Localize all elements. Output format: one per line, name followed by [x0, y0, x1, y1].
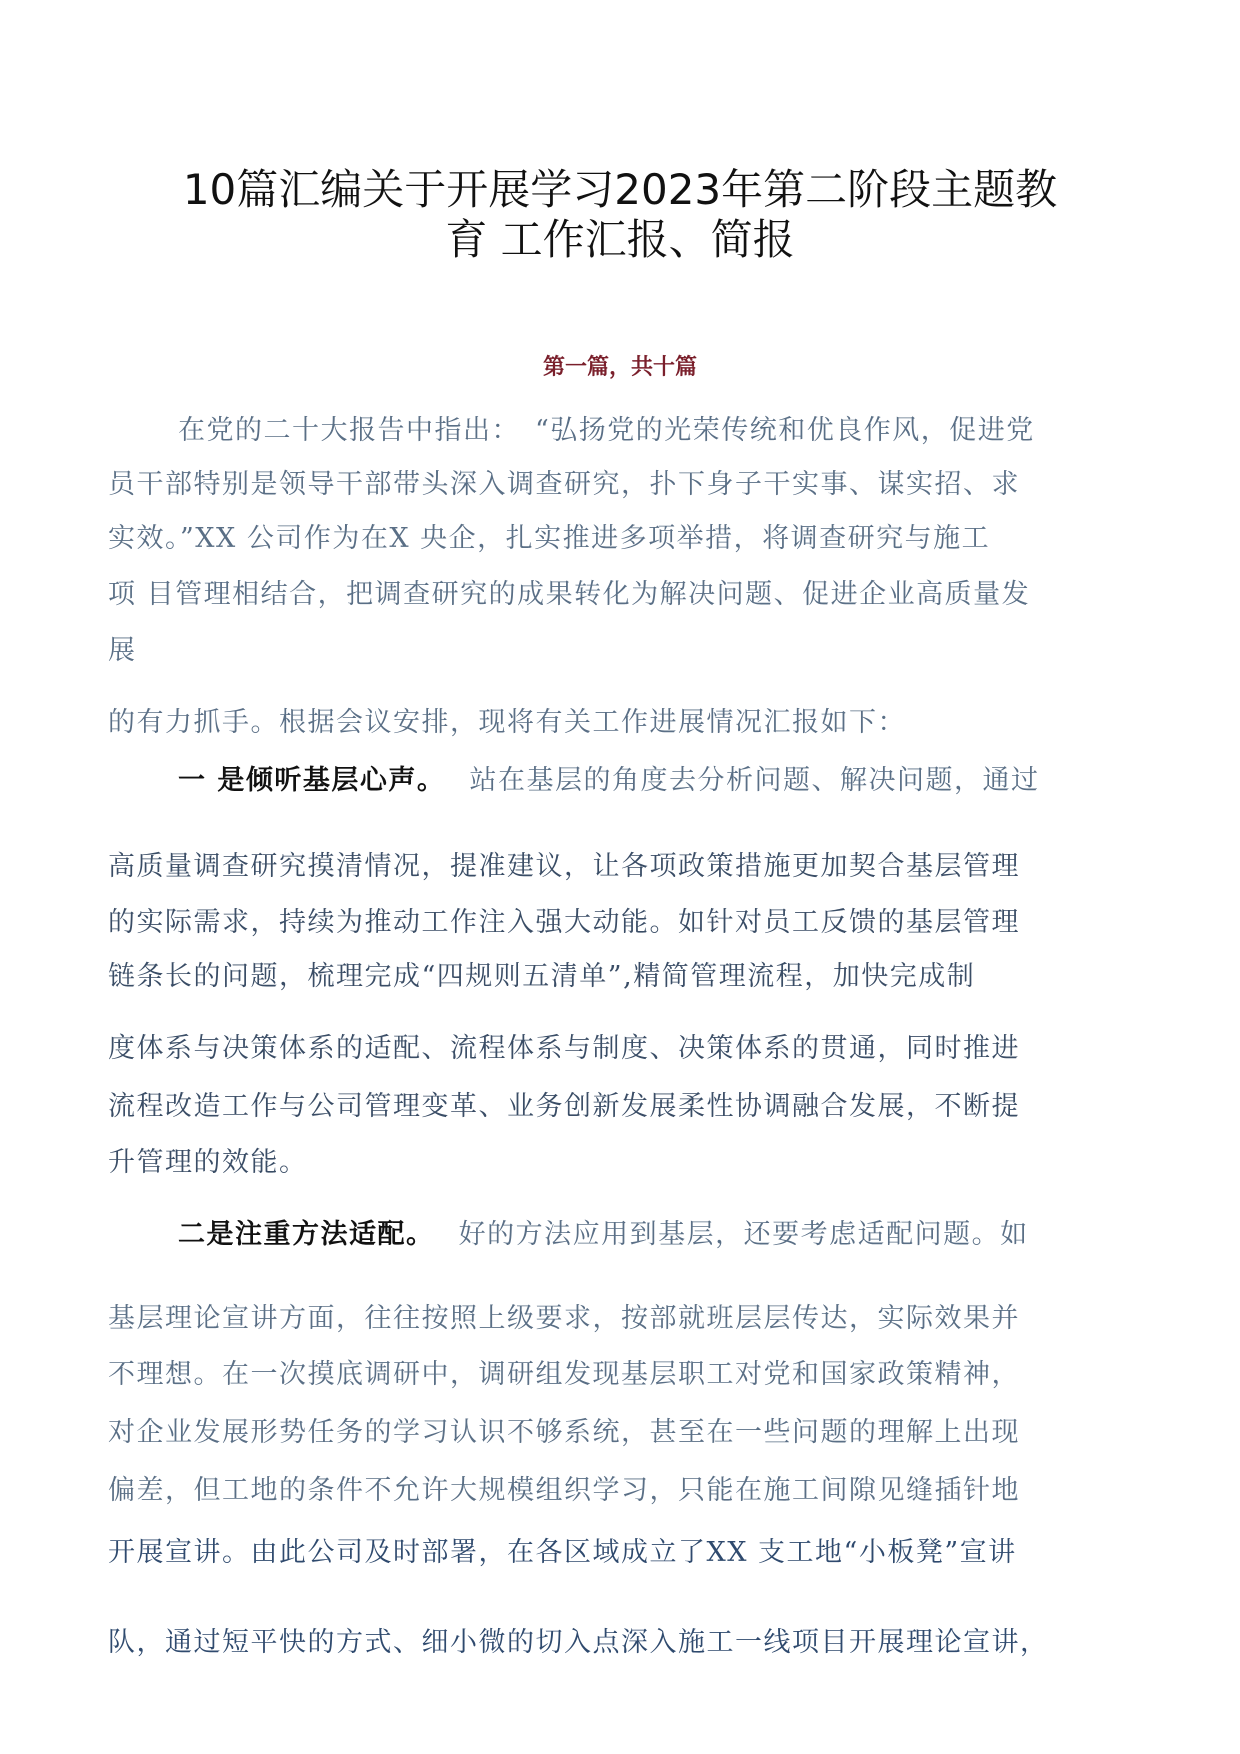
paragraph-line: 项 目管理相结合，把调查研究的成果转化为解决问题、促进企业高质量发 — [108, 579, 1031, 610]
document-title-line-2: 育 工作汇报、简报 — [445, 215, 795, 264]
paragraph-line: 开展宣讲。由此公司及时部署，在各区域成立了XX 支工地“小板凳”宣讲 — [108, 1537, 1017, 1568]
paragraph-line: 展 — [108, 635, 137, 666]
paragraph-line: 高质量调查研究摸清情况，提准建议，让各项政策措施更加契合基层管理 — [108, 851, 1020, 882]
paragraph-line: 队，通过短平快的方式、细小微的切入点深入施工一线项目开展理论宣讲， — [108, 1627, 1049, 1658]
paragraph-line: 的实际需求，持续为推动工作注入强大动能。如针对员工反馈的基层管理 — [108, 907, 1020, 938]
document-title-line-1: 10篇汇编关于开展学习2023年第二阶段主题教 — [182, 165, 1058, 214]
section-heading-1: 一 是倾听基层心声。 — [178, 765, 446, 796]
paragraph-line: 实效。”XX 公司作为在X 央企，扎实推进多项举措，将调查研究与施工 — [108, 523, 991, 554]
paragraph-line: 基层理论宣讲方面，往往按照上级要求，按部就班层层传达，实际效果并 — [108, 1303, 1020, 1334]
paragraph-line: 偏差，但工地的条件不允许大规模组织学习，只能在施工间隙见缝插针地 — [108, 1475, 1020, 1506]
document-subtitle: 第一篇，共十篇 — [542, 354, 697, 380]
paragraph-line: 流程改造工作与公司管理变革、业务创新发展柔性协调融合发展，不断提 — [108, 1091, 1020, 1122]
paragraph-line: 度体系与决策体系的适配、流程体系与制度、决策体系的贯通，同时推进 — [108, 1033, 1020, 1064]
section-heading-2: 二是注重方法适配。 — [178, 1219, 435, 1250]
paragraph-line: 员干部特别是领导干部带头深入调查研究，扑下身子干实事、谋实招、求 — [108, 469, 1020, 500]
paragraph-line: 链条长的问题，梳理完成“四规则五清单”,精简管理流程，加快完成制 — [108, 961, 976, 992]
paragraph-line: 在党的二十大报告中指出： “弘扬党的光荣传统和优良作风，促进党 — [178, 415, 1035, 446]
paragraph-text: 站在基层的角度去分析问题、解决问题，通过 — [469, 765, 1040, 796]
paragraph-line: 升管理的效能。 — [108, 1147, 308, 1178]
paragraph-line: 对企业发展形势任务的学习认识不够系统，甚至在一些问题的理解上出现 — [108, 1417, 1020, 1448]
paragraph-text: 好的方法应用到基层，还要考虑适配问题。如 — [458, 1219, 1029, 1250]
paragraph-line: 的有力抓手。根据会议安排，现将有关工作进展情况汇报如下： — [108, 707, 906, 738]
paragraph-line-with-heading — [178, 758, 1040, 797]
paragraph-line: 不理想。在一次摸底调研中，调研组发现基层职工对党和国家政策精神， — [108, 1359, 1020, 1390]
paragraph-line-with-heading — [178, 1212, 1029, 1251]
